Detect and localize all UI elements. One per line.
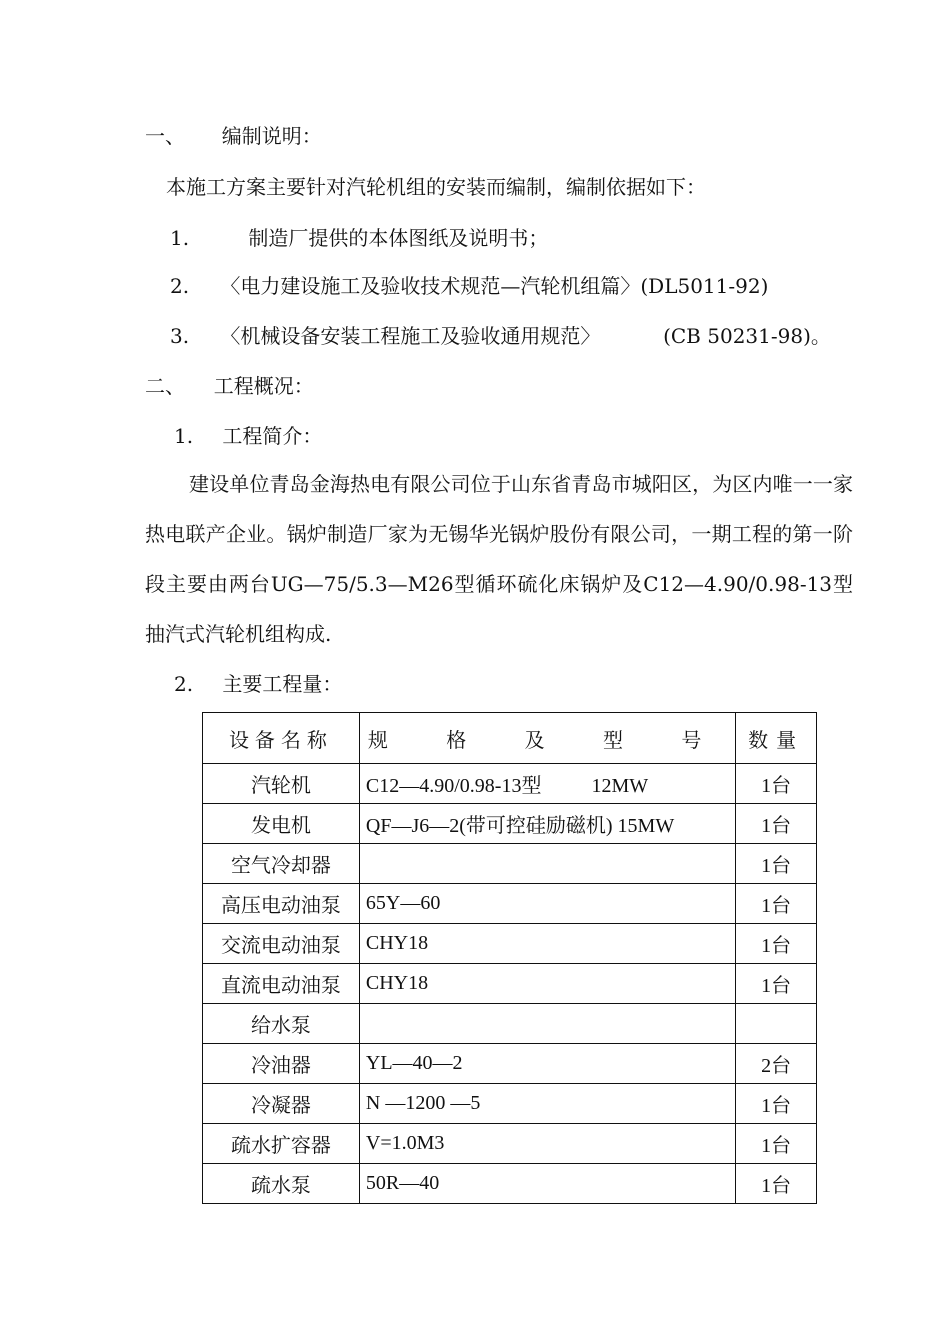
equipment-quantity-table [202,712,817,1204]
section-2-marker: 二、 [145,374,185,398]
basis-item-3 [170,324,831,348]
table-row [203,1124,817,1164]
table-row [203,924,817,964]
table-header-row [203,713,817,764]
quantity-cell: 1台 [736,884,817,924]
specification-cell: 65Y—60 [359,884,735,924]
table-row [203,964,817,1004]
table-row [203,764,817,804]
equipment-name-cell: 交流电动油泵 [203,924,360,964]
basis-item-3-code: (CB 50231-98)。 [663,324,831,348]
specification-cell: 50R—40 [359,1164,735,1204]
header-quantity: 数量 [736,713,817,764]
quantity-cell: 1台 [736,924,817,964]
table-row [203,1004,817,1044]
equipment-name-cell: 冷油器 [203,1044,360,1084]
table-row [203,1164,817,1204]
basis-item-3-text: 〈机械设备安装工程施工及验收通用规范〉 [220,324,601,348]
table-row [203,804,817,844]
equipment-name-cell: 汽轮机 [203,764,360,804]
basis-item-1 [170,226,548,250]
equipment-name-cell: 疏水扩容器 [203,1124,360,1164]
subsection-1-heading [174,424,322,448]
table-row [203,1084,817,1124]
quantity-cell: 1台 [736,844,817,884]
basis-item-3-num: 3. [170,324,190,348]
subsection-2-num: 2. [174,672,194,696]
header-specification: 规 格 及 型 号 [359,713,735,764]
basis-item-2 [170,274,768,298]
specification-cell: CHY18 [359,964,735,1004]
quantity-cell: 1台 [736,964,817,1004]
specification-cell: N —1200 —5 [359,1084,735,1124]
section-2-heading [145,374,314,398]
section-1-marker: 一、 [145,124,185,148]
equipment-name-cell: 直流电动油泵 [203,964,360,1004]
quantity-cell: 2台 [736,1044,817,1084]
specification-cell: C12—4.90/0.98-13型 12MW [359,764,735,804]
equipment-name-cell: 发电机 [203,804,360,844]
quantity-cell: 1台 [736,1124,817,1164]
subsection-2-title: 主要工程量： [222,672,343,696]
project-overview-paragraph: 建设单位青岛金海热电有限公司位于山东省青岛市城阳区，为区内唯一一家热电联产企业。锅炉制造厂家为无锡华光锅炉股份有限公司，一期工程的第一阶段主要由两台UG—75/5.3—M26型循环硫化床锅炉及C12—4.90/0.98-13型抽汽式汽轮机组构成. [145,472,853,646]
equipment-name-cell: 给水泵 [203,1004,360,1044]
section-1-heading [145,124,322,148]
equipment-name-cell: 疏水泵 [203,1164,360,1204]
specification-cell [359,1004,735,1044]
specification-cell [359,844,735,884]
equipment-name-cell: 冷凝器 [203,1084,360,1124]
basis-item-2-num: 2. [170,274,190,298]
table-body [203,764,817,1204]
specification-cell: V=1.0M3 [359,1124,735,1164]
table-row [203,844,817,884]
quantity-cell [736,1004,817,1044]
quantity-cell: 1台 [736,1164,817,1204]
specification-cell: CHY18 [359,924,735,964]
basis-item-1-text: 制造厂提供的本体图纸及说明书； [248,226,549,250]
basis-item-2-text: 〈电力建设施工及验收技术规范—汽轮机组篇〉(DL5011-92) [220,274,769,298]
subsection-1-num: 1. [174,424,194,448]
subsection-1-title: 工程简介： [222,424,323,448]
equipment-name-cell: 空气冷却器 [203,844,360,884]
section-1-intro: 本施工方案主要针对汽轮机组的安装而编制，编制依据如下： [166,175,706,199]
specification-cell: QF—J6—2(带可控硅励磁机) 15MW [359,804,735,844]
quantity-cell: 1台 [736,764,817,804]
section-2-title: 工程概况： [213,374,314,398]
header-equipment-name: 设备名称 [203,713,360,764]
quantity-cell: 1台 [736,804,817,844]
equipment-name-cell: 高压电动油泵 [203,884,360,924]
table-row [203,1044,817,1084]
specification-cell: YL—40—2 [359,1044,735,1084]
basis-item-1-num: 1. [170,226,190,250]
section-1-title: 编制说明： [221,124,322,148]
subsection-2-heading [174,672,342,696]
quantity-cell: 1台 [736,1084,817,1124]
table-row [203,884,817,924]
